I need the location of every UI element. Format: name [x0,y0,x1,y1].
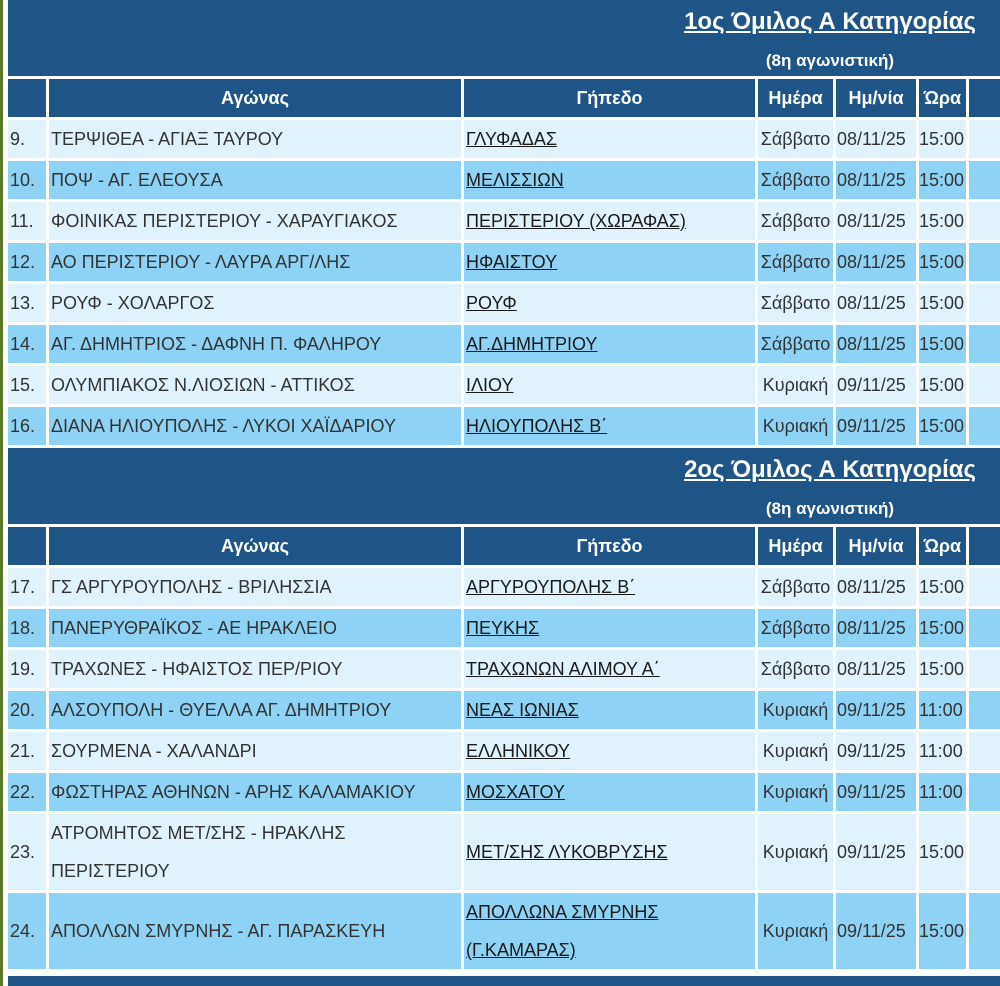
header-venue: Γήπεδο [464,527,755,565]
fixture-time: 15:00 [919,650,966,688]
fixture-time: 15:00 [919,284,966,322]
fixture-match: ΣΟΥΡΜΕΝΑ - ΧΑΛΑΝΔΡΙ [49,732,461,770]
fixture-number: 19. [8,650,46,688]
venue-link[interactable]: ΗΦΑΙΣΤΟΥ [466,252,558,272]
fixture-date: 08/11/25 [836,609,916,647]
fixture-match: ΔΙΑΝΑ ΗΛΙΟΥΠΟΛΗΣ - ΛΥΚΟΙ ΧΑΪΔΑΡΙΟΥ [49,407,461,445]
fixture-number: 21. [8,732,46,770]
column-header-row [8,79,1000,117]
fixture-match: ΠΟΨ - ΑΓ. ΕΛΕΟΥΣΑ [49,161,461,199]
fixtures-frame [8,0,1000,986]
fixture-date: 09/11/25 [836,691,916,729]
group-title-row [8,448,1000,524]
venue-link[interactable]: ΕΛΛΗΝΙΚΟΥ [466,741,570,761]
header-date: Ημ/νία [836,527,916,565]
fixture-date: 08/11/25 [836,284,916,322]
fixture-venue-cell [464,814,755,890]
header-num [8,79,46,117]
fixture-number: 20. [8,691,46,729]
fixture-row [8,243,1000,281]
fixture-number: 14. [8,325,46,363]
fixture-row [8,202,1000,240]
fixture-number: 11. [8,202,46,240]
venue-link[interactable]: ΠΕΥΚΗΣ [466,618,540,638]
fixture-row [8,325,1000,363]
fixture-venue-cell [464,202,755,240]
column-header-row [8,527,1000,565]
fixture-time: 15:00 [919,568,966,606]
venue-link[interactable]: ΤΡΑΧΩΝΩΝ ΑΛΙΜΟΥ Α΄ [466,659,660,679]
fixture-venue-cell [464,243,755,281]
group-title-link[interactable]: 2ος Όμιλος Α Κατηγορίας [684,456,976,483]
fixture-row [8,366,1000,404]
fixture-number: 15. [8,366,46,404]
fixture-match: ΦΟΙΝΙΚΑΣ ΠΕΡΙΣΤΕΡΙΟΥ - ΧΑΡΑΥΓΙΑΚΟΣ [49,202,461,240]
fixture-day: Σάββατο [758,568,833,606]
group-round-label: (8η αγωνιστική) [765,51,894,70]
fixture-day: Κυριακή [758,814,833,890]
venue-link[interactable]: ΓΛΥΦΑΔΑΣ [466,129,557,149]
fixture-date: 09/11/25 [836,814,916,890]
fixture-day: Σάββατο [758,120,833,158]
fixture-spacer [969,893,1000,969]
fixture-date: 08/11/25 [836,325,916,363]
header-venue: Γήπεδο [464,79,755,117]
fixture-number: 9. [8,120,46,158]
fixture-match: ΑΓ. ΔΗΜΗΤΡΙΟΣ - ΔΑΦΝΗ Π. ΦΑΛΗΡΟΥ [49,325,461,363]
fixture-venue-cell [464,161,755,199]
header-spacer [969,527,1000,565]
fixture-spacer [969,243,1000,281]
fixture-venue-cell [464,366,755,404]
fixture-venue-cell [464,284,755,322]
fixture-day: Σάββατο [758,243,833,281]
fixture-date: 09/11/25 [836,893,916,969]
fixture-day: Κυριακή [758,366,833,404]
fixture-match: ΑΠΟΛΛΩΝ ΣΜΥΡΝΗΣ - ΑΓ. ΠΑΡΑΣΚΕΥΗ [49,893,461,969]
fixture-time: 15:00 [919,893,966,969]
fixture-number: 17. [8,568,46,606]
fixture-match: ΓΣ ΑΡΓΥΡΟΥΠΟΛΗΣ - ΒΡΙΛΗΣΣΙΑ [49,568,461,606]
fixture-match: ΡΟΥΦ - ΧΟΛΑΡΓΟΣ [49,284,461,322]
header-match: Αγώνας [49,79,461,117]
fixture-venue-cell [464,893,755,969]
group-round-label: (8η αγωνιστική) [765,499,894,518]
header-spacer [969,79,1000,117]
fixture-time: 15:00 [919,202,966,240]
fixture-day: Σάββατο [758,202,833,240]
fixture-row [8,284,1000,322]
fixture-date: 08/11/25 [836,650,916,688]
fixture-number: 22. [8,773,46,811]
fixture-venue-cell [464,568,755,606]
fixture-venue-cell [464,609,755,647]
fixture-time: 15:00 [919,325,966,363]
fixture-day: Κυριακή [758,732,833,770]
fixture-spacer [969,120,1000,158]
fixture-spacer [969,691,1000,729]
fixture-row [8,650,1000,688]
fixture-row [8,732,1000,770]
venue-link[interactable]: ΜΕΤ/ΣΗΣ ΛΥΚΟΒΡΥΣΗΣ [466,842,668,862]
fixture-row [8,609,1000,647]
fixture-number: 10. [8,161,46,199]
fixture-venue-cell [464,325,755,363]
header-day: Ημέρα [758,527,833,565]
venue-link[interactable]: ΙΛΙΟΥ [466,375,514,395]
fixture-venue-cell [464,407,755,445]
venue-link[interactable]: ΜΕΛΙΣΣΙΩΝ [466,170,564,190]
fixture-row [8,568,1000,606]
header-date: Ημ/νία [836,79,916,117]
fixture-date: 09/11/25 [836,773,916,811]
fixture-spacer [969,202,1000,240]
fixture-date: 09/11/25 [836,407,916,445]
fixture-time: 15:00 [919,161,966,199]
fixture-number: 18. [8,609,46,647]
fixture-spacer [969,814,1000,890]
fixture-time: 15:00 [919,243,966,281]
fixture-spacer [969,366,1000,404]
venue-link[interactable]: ΑΓ.ΔΗΜΗΤΡΙΟΥ [466,334,598,354]
fixture-spacer [969,568,1000,606]
fixture-time: 15:00 [919,609,966,647]
fixture-date: 08/11/25 [836,161,916,199]
fixture-row [8,773,1000,811]
fixture-time: 15:00 [919,120,966,158]
fixture-spacer [969,773,1000,811]
header-match: Αγώνας [49,527,461,565]
group-title-cell [8,0,1000,76]
fixture-spacer [969,650,1000,688]
group-title-link[interactable]: 1ος Όμιλος Α Κατηγορίας [684,8,976,35]
venue-link[interactable]: ΜΟΣΧΑΤΟΥ [466,782,565,802]
fixture-day: Σάββατο [758,284,833,322]
fixture-time: 11:00 [919,691,966,729]
fixture-match: ΤΡΑΧΩΝΕΣ - ΗΦΑΙΣΤΟΣ ΠΕΡ/ΡΙΟΥ [49,650,461,688]
venue-link[interactable]: ΡΟΥΦ [466,293,517,313]
header-time: Ώρα [919,527,966,565]
fixture-spacer [969,325,1000,363]
fixture-match: ΑΛΣΟΥΠΟΛΗ - ΘΥΕΛΛΑ ΑΓ. ΔΗΜΗΤΡΙΟΥ [49,691,461,729]
fixture-spacer [969,284,1000,322]
fixture-day: Κυριακή [758,407,833,445]
fixture-time: 11:00 [919,732,966,770]
fixture-row [8,893,1000,969]
header-num [8,527,46,565]
venue-link[interactable]: ΗΛΙΟΥΠΟΛΗΣ Β΄ [466,416,608,436]
fixture-match: ΦΩΣΤΗΡΑΣ ΑΘΗΝΩΝ - ΑΡΗΣ ΚΑΛΑΜΑΚΙΟΥ [49,773,461,811]
fixture-spacer [969,161,1000,199]
fixtures-body [8,0,1000,969]
fixture-date: 09/11/25 [836,732,916,770]
fixture-number: 23. [8,814,46,890]
fixture-day: Κυριακή [758,691,833,729]
fixture-number: 24. [8,893,46,969]
fixture-day: Σάββατο [758,609,833,647]
header-time: Ώρα [919,79,966,117]
venue-link[interactable]: ΝΕΑΣ ΙΩΝΙΑΣ [466,700,579,720]
fixture-day: Σάββατο [758,650,833,688]
fixture-time: 15:00 [919,814,966,890]
venue-link[interactable]: ΑΠΟΛΛΩΝΑ ΣΜΥΡΝΗΣ (Γ.ΚΑΜΑΡΑΣ) [466,902,659,960]
fixture-number: 16. [8,407,46,445]
fixture-match: ΤΕΡΨΙΘΕΑ - ΑΓΙΑΞ ΤΑΥΡΟΥ [49,120,461,158]
fixture-day: Σάββατο [758,161,833,199]
fixture-date: 08/11/25 [836,202,916,240]
fixture-venue-cell [464,773,755,811]
fixture-match: ΟΛΥΜΠΙΑΚΟΣ Ν.ΛΙΟΣΙΩΝ - ΑΤΤΙΚΟΣ [49,366,461,404]
fixture-date: 08/11/25 [836,243,916,281]
group-title-cell [8,448,1000,524]
next-group-header-strip [8,976,1000,986]
venue-link[interactable]: ΠΕΡΙΣΤΕΡΙΟΥ (ΧΩΡΑΦΑΣ) [466,211,686,231]
fixture-match: ΑΤΡΟΜΗΤΟΣ ΜΕΤ/ΣΗΣ - ΗΡΑΚΛΗΣ ΠΕΡΙΣΤΕΡΙΟΥ [49,814,461,890]
fixture-row [8,407,1000,445]
fixture-date: 08/11/25 [836,120,916,158]
fixture-venue-cell [464,732,755,770]
fixture-venue-cell [464,650,755,688]
fixtures-table [8,0,1000,972]
fixture-venue-cell [464,120,755,158]
fixture-spacer [969,732,1000,770]
header-day: Ημέρα [758,79,833,117]
fixture-date: 09/11/25 [836,366,916,404]
fixture-time: 15:00 [919,407,966,445]
fixture-number: 13. [8,284,46,322]
fixture-match: ΠΑΝΕΡΥΘΡΑΪΚΟΣ - ΑΕ ΗΡΑΚΛΕΙΟ [49,609,461,647]
fixture-day: Σάββατο [758,325,833,363]
fixture-spacer [969,407,1000,445]
fixture-row [8,814,1000,890]
venue-link[interactable]: ΑΡΓΥΡΟΥΠΟΛΗΣ Β΄ [466,577,636,597]
fixture-time: 15:00 [919,366,966,404]
fixture-spacer [969,609,1000,647]
fixture-time: 11:00 [919,773,966,811]
fixture-row [8,691,1000,729]
fixture-day: Κυριακή [758,773,833,811]
fixture-row [8,161,1000,199]
left-page-border [0,0,3,986]
group-title-row [8,0,1000,76]
fixture-day: Κυριακή [758,893,833,969]
fixture-venue-cell [464,691,755,729]
fixture-row [8,120,1000,158]
fixture-date: 08/11/25 [836,568,916,606]
fixture-match: ΑΟ ΠΕΡΙΣΤΕΡΙΟΥ - ΛΑΥΡΑ ΑΡΓ/ΛΗΣ [49,243,461,281]
fixture-number: 12. [8,243,46,281]
